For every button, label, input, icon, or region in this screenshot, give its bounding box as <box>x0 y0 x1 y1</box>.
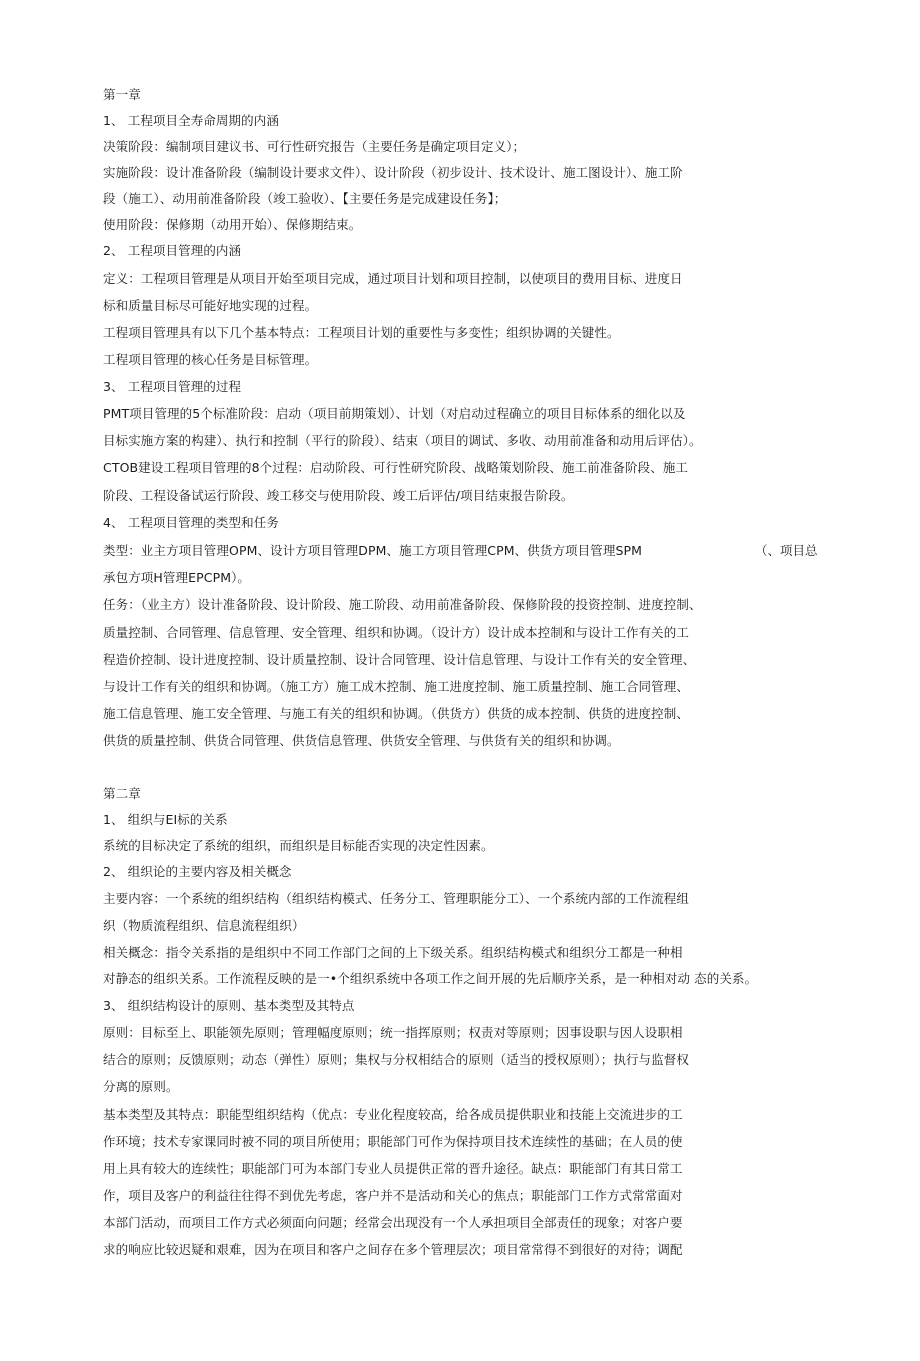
paragraph-line: 用上具有较大的连续性；职能部门可为本部门专业人员提供正常的晋升途径。缺点：职能部门有其日常工 <box>103 1161 683 1176</box>
paragraph-line: 基本类型及其特点：职能型组织结构（优点：专业化程度较高，给各成员提供职业和技能上交流进步的工 <box>103 1107 683 1122</box>
chapter-2-heading: 第二章 <box>103 786 141 801</box>
paragraph-line: 对静态的组织关系。工作流程反映的是一•个组织系统中各项工作之间开展的先后顺序关系，是一种相对动 态的关系。 <box>103 971 758 986</box>
paragraph-line: 分离的原则。 <box>103 1079 179 1094</box>
paragraph-line: 系统的目标决定了系统的组织，而组织是目标能否实现的决定性因素。 <box>103 838 494 853</box>
section-heading: 1、 工程项目全寿命周期的内涵 <box>103 113 279 128</box>
section-heading: 1、 组织与EI标的关系 <box>103 812 228 827</box>
paragraph-line: 作，项目及客户的利益往往得不到优先考虑，客户并不是活动和关心的焦点；职能部门工作方式常常面对 <box>103 1188 683 1203</box>
paragraph-line: PMT项目管理的5个标准阶段：启动（项目前期策划）、计划（对启动过程确立的项目目标体系的细化以及 <box>103 406 686 421</box>
section-heading: 4、 工程项目管理的类型和任务 <box>103 515 279 530</box>
paragraph-line: 使用阶段：保修期（动用开始）、保修期结束。 <box>103 217 362 232</box>
paragraph-line: 工程项目管理的核心任务是目标管理。 <box>103 352 318 367</box>
paragraph-line: 程造价控制、设计进度控制、设计质量控制、设计合同管理、设计信息管理、与设计工作有关的安全管理、 <box>103 652 696 667</box>
paragraph-line: 原则：目标至上、职能领先原则；管理幅度原则；统一指挥原则；权责对等原则；因事设职与因人设职相 <box>103 1025 683 1040</box>
paragraph-line-tail: （、项目总 <box>755 543 818 558</box>
paragraph-line: 施工信息管理、施工安全管理、与施工有关的组织和协调。（供货方）供货的成本控制、供货的进度控制、 <box>103 706 689 721</box>
paragraph-line: 任务：（业主方）设计准备阶段、设计阶段、施工阶段、动用前准备阶段、保修阶段的投资控制、进度控制、 <box>103 597 702 612</box>
paragraph-line: 结合的原则；反馈原则；动态（弹性）原则；集权与分权相结合的原则（适当的授权原则）；执行与监督权 <box>103 1052 689 1067</box>
paragraph-line: 本部门活动，而项目工作方式必须面向问题；经常会出现没有一个人承担项目全部责任的现象；对客户要 <box>103 1215 683 1230</box>
paragraph-line: 作环境；技术专家课同时被不同的项目所使用；职能部门可作为保持项目技术连续性的基础；在人员的使 <box>103 1134 683 1149</box>
paragraph-line: 主要内容：一个系统的组织结构（组织结构模式、任务分工、管理职能分工）、一个系统内部的工作流程组 <box>103 891 689 906</box>
paragraph-line: 质量控制、合同管理、信息管理、安全管理、组织和协调。（设计方）设计成本控制和与设计工作有关的工 <box>103 625 689 640</box>
paragraph-line: 供货的质量控制、供货合同管理、供货信息管理、供货安全管理、与供货有关的组织和协调。 <box>103 733 620 748</box>
section-heading: 2、 工程项目管理的内涵 <box>103 243 242 258</box>
paragraph-line: CTOB建设工程项目管理的8个过程：启动阶段、可行性研究阶段、战略策划阶段、施工前准备阶段、施工 <box>103 460 689 475</box>
paragraph-line: 定义：工程项目管理是从项目开始至项目完成，通过项目计划和项目控制，以使项目的费用目标、进度日 <box>103 271 683 286</box>
paragraph-line: 与设计工作有关的组织和协调。（施工方）施工成木控制、施工进度控制、施工质量控制、施工合同管理、 <box>103 679 689 694</box>
paragraph-line: 决策阶段：编制项目建议书、可行性研究报告（主要任务是确定项目定义）； <box>103 139 526 154</box>
section-heading: 2、 组织论的主要内容及相关概念 <box>103 864 292 879</box>
paragraph-line: 目标实施方案的构建）、执行和控制（平行的阶段）、结束（项目的调试、多收、动用前准备和动用后评估）。 <box>103 433 702 448</box>
paragraph-line: 工程项目管理具有以下几个基本特点：工程项目计划的重要性与多变性；组织协调的关键性。 <box>103 325 620 340</box>
paragraph-line: 织（物质流程组织、信息流程组织） <box>103 918 305 933</box>
paragraph-line: 标和质量目标尽可能好地实现的过程。 <box>103 298 318 313</box>
paragraph-line: 阶段、工程设备试运行阶段、竣工移交与使用阶段、竣工后评估/项目结束报告阶段。 <box>103 488 574 503</box>
paragraph-line: 类型：业主方项目管理OPM、设计方项目管理DPM、施工方项目管理CPM、供货方项目管理SPM <box>103 543 643 558</box>
paragraph-line: 实施阶段：设计准备阶段（编制设计要求文件）、设计阶段（初步设计、技术设计、施工图设计）、施工阶 <box>103 165 683 180</box>
chapter-1-heading: 第一章 <box>103 87 141 102</box>
paragraph-line: 段（施工）、动用前准备阶段（竣工验收）、【主要任务是完成建设任务】； <box>103 191 507 206</box>
section-heading: 3、 组织结构设计的原则、基本类型及其特点 <box>103 998 355 1013</box>
paragraph-line: 相关概念：指令关系指的是组织中不同工作部门之间的上下级关系。组织结构模式和组织分工都是一种相 <box>103 945 683 960</box>
section-heading: 3、 工程项目管理的过程 <box>103 379 242 394</box>
paragraph-line: 求的响应比较迟疑和艰难，因为在项目和客户之间存在多个管理层次；项目常常得不到很好的对待；调配 <box>103 1242 683 1257</box>
paragraph-line: 承包方项H管理EPCPM）。 <box>103 570 251 585</box>
